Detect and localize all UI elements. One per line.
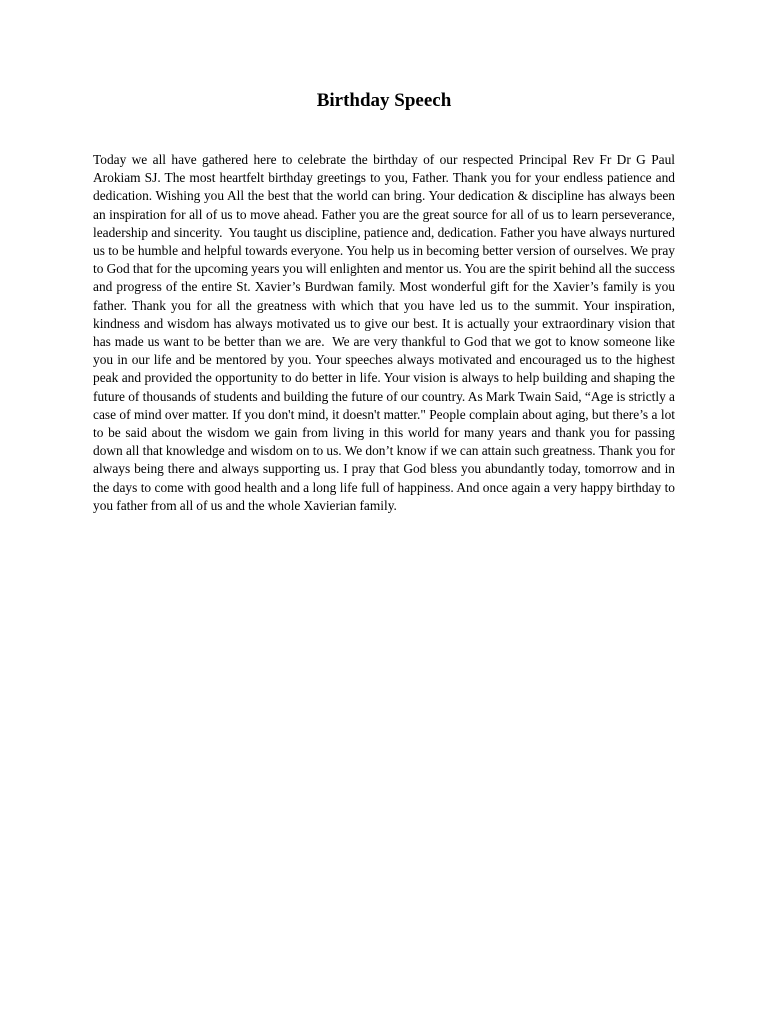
speech-body-paragraph: Today we all have gathered here to celebrate the birthday of our respected Principal Rev Fr Dr G Paul Arokiam SJ. The most heartfelt birthday greetings to you, Father. Thank you for your endless patience and dedication. Wishing you All the best that the world can bring. Your dedication & discipline has always been an inspiration for all of us to move ahead. Father you are the great source for all of us to learn perseverance, leadership and sincerity. You taught us discipline, patience and, dedication. Father you have always nurtured us to be humble and helpful towards everyone. You help us in becoming better version of ourselves. We pray to God that for the upcoming years you will enlighten and mentor us. You are the spirit behind all the success and progress of the entire St. Xavier’s Burdwan family. Most wonderful gift for the Xavier’s family is you father. Thank you for all the greatness with which that you have led us to the summit. Your inspiration, kindness and wisdom has always motivated us to give our best. It is actually your extraordinary vision that has made us want to be better than we are. We are very thankful to God that we got to know someone like you in our life and be mentored by you. Your speeches always motivated and encouraged us to the highest peak and provided the opportunity to do better in life. Your vision is always to help building and shaping the future of thousands of students and building the future of our country. As Mark Twain Said, “Age is strictly a case of mind over matter. If you don't mind, it doesn't matter." People complain about aging, but there’s a lot to be said about the wisdom we gain from living in this world for many years and thank you for passing down all that knowledge and wisdom on to us. We don’t know if we can attain such greatness. Thank you for always being there and always supporting us. I pray that God bless you abundantly today, tomorrow and in the days to come with good health and a long life full of happiness. And once again a very happy birthday to you father from all of us and the whole Xavierian family.: [93, 152, 679, 513]
document-title: Birthday Speech: [316, 90, 452, 111]
